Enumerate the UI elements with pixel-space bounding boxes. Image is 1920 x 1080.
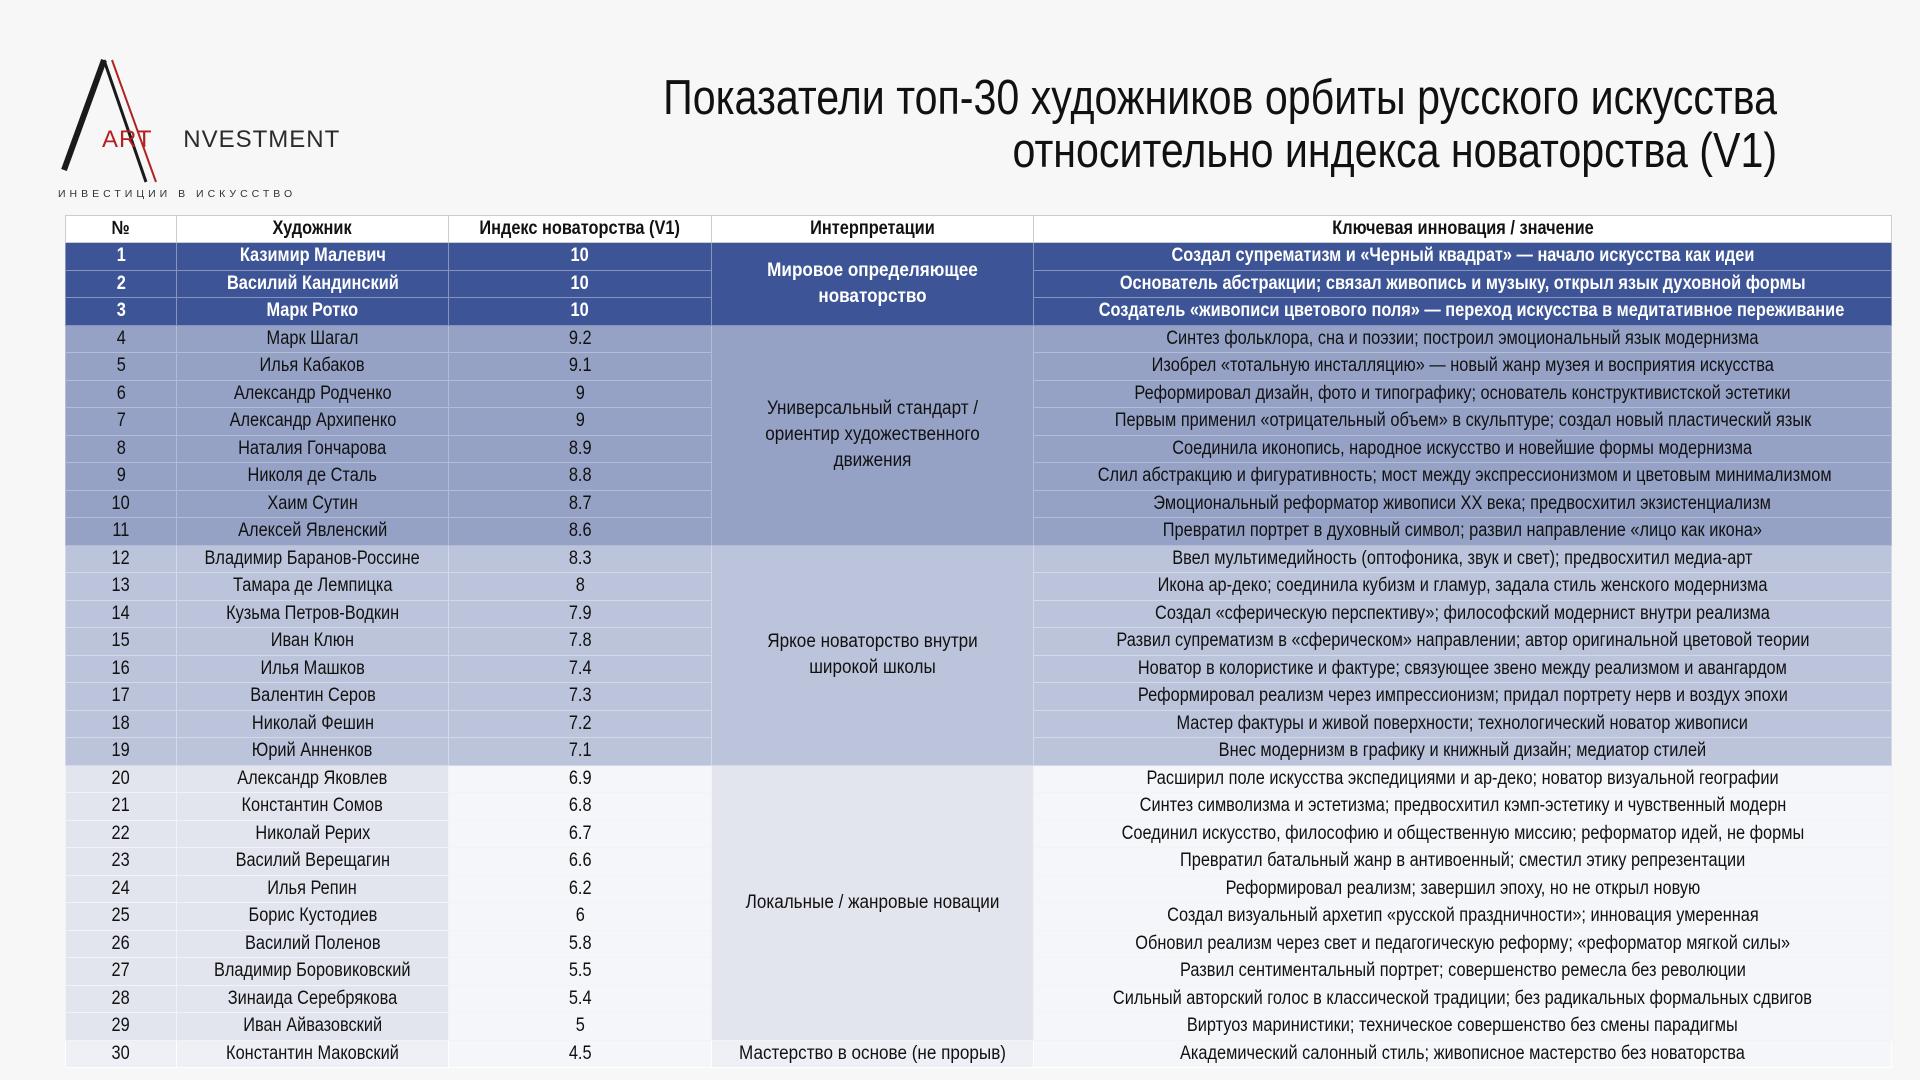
header-number <box>66 216 177 243</box>
artist-name-text: Илья Кабаков <box>260 355 365 377</box>
innovation-index-text: 6 <box>575 905 585 927</box>
innovation-index-text: 7.4 <box>568 657 592 679</box>
row-number <box>66 243 177 271</box>
innovation-index-text: 8.3 <box>568 547 592 569</box>
innovation-index-text: 5 <box>575 1015 585 1037</box>
artist-name <box>177 270 449 298</box>
table-row <box>66 765 1892 793</box>
artist-name <box>177 710 449 738</box>
table-row <box>66 545 1892 573</box>
key-innovation <box>1034 435 1892 463</box>
artist-name-text: Марк Ротко <box>266 300 359 322</box>
interpretation-cell-text: Мировое определяющее новаторство <box>767 259 978 307</box>
innovation-index <box>449 683 712 711</box>
row-number <box>66 463 177 491</box>
header-label: № <box>111 218 131 239</box>
artist-name-text: Кузьма Петров-Водкин <box>225 602 400 624</box>
key-innovation-text: Развил супрематизм в «сферическом» направлении; автор оригинальной цветовой теории <box>1115 630 1810 652</box>
key-innovation-text: Внес модернизм в графику и книжный дизайн; медиатор стилей <box>1218 740 1707 762</box>
innovation-index-text: 8.8 <box>568 465 592 487</box>
innovation-index <box>449 875 712 903</box>
page-title-line-2: относительно индекса новаторства (V1) <box>1012 124 1777 178</box>
key-innovation <box>1034 875 1892 903</box>
row-number-text: 22 <box>111 822 131 844</box>
key-innovation-text: Синтез символизма и эстетизма; предвосхитил кэмп-эстетику и чувственный модерн <box>1139 795 1786 817</box>
artist-name-text: Иван Айвазовский <box>243 1015 382 1037</box>
key-innovation-text: Превратил портрет в духовный символ; развил направление «лицо как икона» <box>1162 520 1763 542</box>
row-number <box>66 518 177 546</box>
artist-name <box>177 903 449 931</box>
row-number-text: 27 <box>111 960 131 982</box>
row-number-text: 19 <box>111 740 131 762</box>
row-number-text: 15 <box>111 630 131 652</box>
row-number <box>66 848 177 876</box>
key-innovation-text: Ввел мультимедийность (оптофоника, звук и свет); предвосхитил медиа-арт <box>1172 547 1753 569</box>
logo-tagline: ИНВЕСТИЦИИ В ИСКУССТВО <box>58 188 297 200</box>
row-number <box>66 325 177 353</box>
artist-name <box>177 408 449 436</box>
table-row <box>66 1040 1892 1068</box>
key-innovation <box>1034 243 1892 271</box>
artist-name <box>177 353 449 381</box>
interpretation-cell-text: Локальные / жанровые новации <box>745 891 1000 913</box>
key-innovation-text: Сильный авторский голос в классической традиции; без радикальных формальных сдвигов <box>1112 987 1813 1009</box>
row-number <box>66 380 177 408</box>
row-number <box>66 875 177 903</box>
interpretation-cell <box>712 325 1034 545</box>
row-number <box>66 738 177 766</box>
innovation-index-text: 10 <box>570 300 590 322</box>
artist-name <box>177 573 449 601</box>
artists-table <box>65 215 1892 1068</box>
key-innovation <box>1034 985 1892 1013</box>
artist-name <box>177 243 449 271</box>
innovation-index <box>449 1013 712 1041</box>
key-innovation-text: Создал супрематизм и «Черный квадрат» — начало искусства как идеи <box>1171 245 1754 267</box>
innovation-index-text: 6.8 <box>568 795 592 817</box>
table-header-row <box>66 216 1892 243</box>
innovation-index-text: 7.1 <box>568 740 592 762</box>
row-number <box>66 408 177 436</box>
key-innovation-text: Развил сентиментальный портрет; совершенство ремесла без революции <box>1179 960 1746 982</box>
innovation-index <box>449 298 712 326</box>
key-innovation-text: Синтез фольклора, сна и поэзии; построил эмоциональный язык модернизма <box>1166 327 1759 349</box>
table-row <box>66 243 1892 271</box>
artist-name-text: Александр Архипенко <box>229 410 396 432</box>
row-number <box>66 1040 177 1068</box>
key-innovation-text: Академический салонный стиль; живописное мастерство без новаторства <box>1180 1042 1745 1064</box>
header-label: Индекс новаторства (V1) <box>479 218 681 239</box>
key-innovation <box>1034 628 1892 656</box>
artist-name <box>177 325 449 353</box>
artist-name-text: Тамара де Лемпицка <box>232 575 393 597</box>
interpretation-cell <box>712 765 1034 1040</box>
key-innovation-text: Икона ар-деко; соединила кубизм и гламур, задала стиль женского модернизма <box>1157 575 1768 597</box>
innovation-index-text: 6.6 <box>568 850 592 872</box>
row-number-text: 20 <box>111 767 131 789</box>
key-innovation-text: Реформировал реализм через импрессионизм; придал портрету нерв и воздух эпохи <box>1137 685 1788 707</box>
interpretation-cell <box>712 1040 1034 1068</box>
artist-name-text: Владимир Баранов-Россине <box>204 547 421 569</box>
innovation-index-text: 9.1 <box>568 355 592 377</box>
artist-name <box>177 298 449 326</box>
interpretation-cell <box>712 243 1034 326</box>
row-number <box>66 793 177 821</box>
row-number <box>66 628 177 656</box>
innovation-index <box>449 958 712 986</box>
row-number <box>66 270 177 298</box>
key-innovation <box>1034 600 1892 628</box>
key-innovation <box>1034 545 1892 573</box>
artist-name <box>177 490 449 518</box>
row-number <box>66 985 177 1013</box>
artist-name-text: Александр Яковлев <box>237 767 388 789</box>
key-innovation <box>1034 848 1892 876</box>
innovation-index <box>449 848 712 876</box>
key-innovation <box>1034 930 1892 958</box>
innovation-index-text: 5.4 <box>568 987 592 1009</box>
table-body <box>66 243 1892 1068</box>
artist-name <box>177 518 449 546</box>
innovation-index-text: 8.7 <box>568 492 592 514</box>
row-number-text: 7 <box>116 410 126 432</box>
row-number-text: 12 <box>111 547 131 569</box>
artist-name-text: Казимир Малевич <box>239 245 386 267</box>
artist-name <box>177 1013 449 1041</box>
artist-name-text: Хаим Сутин <box>267 492 358 514</box>
artist-name-text: Илья Машков <box>260 657 365 679</box>
key-innovation-text: Реформировал дизайн, фото и типографику; основатель конструктивистской эстетики <box>1134 382 1791 404</box>
key-innovation <box>1034 463 1892 491</box>
innovation-index <box>449 820 712 848</box>
key-innovation <box>1034 298 1892 326</box>
artist-name-text: Зинаида Серебрякова <box>227 987 398 1009</box>
artist-name-text: Константин Сомов <box>241 795 384 817</box>
artist-name <box>177 463 449 491</box>
artist-name <box>177 435 449 463</box>
artist-name-text: Юрий Анненков <box>252 740 373 762</box>
artist-name <box>177 655 449 683</box>
row-number-text: 25 <box>111 905 131 927</box>
innovation-index-text: 6.9 <box>568 767 592 789</box>
key-innovation <box>1034 903 1892 931</box>
key-innovation-text: Изобрел «тотальную инсталляцию» — новый жанр музея и восприятия искусства <box>1151 355 1774 377</box>
header-innovation <box>1034 216 1892 243</box>
innovation-index <box>449 600 712 628</box>
row-number-text: 30 <box>111 1042 131 1064</box>
innovation-index-text: 8 <box>575 575 585 597</box>
artist-name <box>177 683 449 711</box>
key-innovation <box>1034 958 1892 986</box>
key-innovation-text: Виртуоз маринистики; техническое совершенство без смены парадигмы <box>1187 1015 1738 1037</box>
page-title <box>663 72 1777 178</box>
artist-name-text: Борис Кустодиев <box>248 905 377 927</box>
artist-name-text: Валентин Серов <box>249 685 376 707</box>
row-number <box>66 903 177 931</box>
key-innovation <box>1034 518 1892 546</box>
key-innovation <box>1034 655 1892 683</box>
row-number-text: 28 <box>111 987 131 1009</box>
row-number <box>66 655 177 683</box>
table-row <box>66 325 1892 353</box>
innovation-index-text: 4.5 <box>568 1042 592 1064</box>
row-number-text: 4 <box>116 327 126 349</box>
artist-name <box>177 848 449 876</box>
artist-name-text: Константин Маковский <box>226 1042 399 1064</box>
row-number-text: 10 <box>111 492 131 514</box>
innovation-index-text: 5.5 <box>568 960 592 982</box>
innovation-index <box>449 655 712 683</box>
header-label: Интерпретации <box>810 218 935 239</box>
key-innovation-text: Обновил реализм через свет и педагогическую реформу; «реформатор мягкой силы» <box>1135 932 1790 954</box>
row-number-text: 18 <box>111 712 131 734</box>
key-innovation <box>1034 270 1892 298</box>
header-label: Художник <box>272 218 353 239</box>
row-number-text: 16 <box>111 657 131 679</box>
row-number <box>66 298 177 326</box>
innovation-index <box>449 490 712 518</box>
interpretation-cell-text: Яркое новаторство внутри широкой школы <box>767 631 978 678</box>
innovation-index <box>449 380 712 408</box>
innovation-index <box>449 408 712 436</box>
artist-name <box>177 930 449 958</box>
innovation-index-text: 9 <box>575 382 585 404</box>
artist-name-text: Василий Верещагин <box>235 850 390 872</box>
artist-name-text: Алексей Явленский <box>237 520 388 542</box>
key-innovation <box>1034 1013 1892 1041</box>
innovation-index <box>449 765 712 793</box>
key-innovation <box>1034 820 1892 848</box>
key-innovation-text: Слил абстракцию и фигуративность; мост между экспрессионизмом и цветовым минимализмом <box>1097 465 1832 487</box>
row-number <box>66 930 177 958</box>
innovation-index-text: 7.3 <box>568 685 592 707</box>
row-number <box>66 353 177 381</box>
header-label: Ключевая инновация / значение <box>1331 218 1594 239</box>
key-innovation-text: Превратил батальный жанр в антивоенный; сместил этику репрезентации <box>1179 850 1746 872</box>
row-number-text: 8 <box>116 437 126 459</box>
row-number-text: 17 <box>111 685 131 707</box>
row-number <box>66 1013 177 1041</box>
key-innovation <box>1034 1040 1892 1068</box>
key-innovation <box>1034 573 1892 601</box>
artist-name <box>177 765 449 793</box>
key-innovation-text: Основатель абстракции; связал живопись и музыку, открыл язык духовной формы <box>1119 272 1806 294</box>
key-innovation-text: Создал «сферическую перспективу»; философский модернист внутри реализма <box>1155 602 1770 624</box>
artist-name <box>177 628 449 656</box>
interpretation-cell-text: Универсальный стандарт / ориентир художественного движения <box>765 398 980 471</box>
row-number <box>66 573 177 601</box>
row-number <box>66 765 177 793</box>
key-innovation <box>1034 380 1892 408</box>
artist-name-text: Наталия Гончарова <box>238 437 387 459</box>
artist-name <box>177 545 449 573</box>
row-number <box>66 490 177 518</box>
key-innovation <box>1034 490 1892 518</box>
key-innovation-text: Создал визуальный архетип «русской праздничности»; инновация умеренная <box>1166 905 1759 927</box>
artist-name-text: Владимир Боровиковский <box>214 960 411 982</box>
key-innovation-text: Создатель «живописи цветового поля» — переход искусства в медитативное переживание <box>1098 300 1845 322</box>
innovation-index-text: 10 <box>570 245 590 267</box>
key-innovation <box>1034 793 1892 821</box>
artist-name <box>177 600 449 628</box>
row-number-text: 13 <box>111 575 131 597</box>
innovation-index <box>449 738 712 766</box>
innovation-index-text: 8.9 <box>568 437 592 459</box>
row-number-text: 1 <box>116 245 126 267</box>
page-title-line-1: Показатели топ-30 художников орбиты русского искусства <box>663 71 1777 125</box>
artist-name <box>177 958 449 986</box>
row-number <box>66 710 177 738</box>
innovation-index <box>449 628 712 656</box>
innovation-index <box>449 435 712 463</box>
key-innovation-text: Соединила иконопись, народное искусство и новейшие формы модернизма <box>1172 437 1753 459</box>
row-number-text: 5 <box>116 355 126 377</box>
artist-name-text: Николай Фешин <box>251 712 374 734</box>
row-number-text: 3 <box>116 300 126 322</box>
innovation-index-text: 10 <box>570 272 590 294</box>
artist-name <box>177 1040 449 1068</box>
innovation-index-text: 9.2 <box>568 327 592 349</box>
artist-name <box>177 793 449 821</box>
row-number-text: 26 <box>111 932 131 954</box>
innovation-index <box>449 710 712 738</box>
key-innovation-text: Первым применил «отрицательный объем» в скульптуре; создал новый пластический язык <box>1114 410 1811 432</box>
header-artist <box>177 216 449 243</box>
row-number-text: 24 <box>111 877 131 899</box>
logo-brand-name: ART NVESTMENT <box>102 126 341 153</box>
innovation-index <box>449 903 712 931</box>
innovation-index-text: 7.8 <box>568 630 592 652</box>
row-number <box>66 958 177 986</box>
header-interpretation <box>712 216 1034 243</box>
key-innovation <box>1034 408 1892 436</box>
innovation-index <box>449 353 712 381</box>
key-innovation-text: Мастер фактуры и живой поверхности; технологический новатор живописи <box>1176 712 1749 734</box>
innovation-index <box>449 985 712 1013</box>
artist-name <box>177 820 449 848</box>
artist-name-text: Василий Поленов <box>244 932 381 954</box>
artist-name <box>177 875 449 903</box>
artist-name-text: Василий Кандинский <box>226 272 399 294</box>
key-innovation-text: Новатор в колористике и фактуре; связующее звено между реализмом и авангардом <box>1137 657 1788 679</box>
innovation-index-text: 6.2 <box>568 877 592 899</box>
row-number <box>66 600 177 628</box>
row-number <box>66 683 177 711</box>
innovation-index <box>449 463 712 491</box>
artist-name <box>177 738 449 766</box>
interpretation-cell-text: Мастерство в основе (не прорыв) <box>739 1042 1006 1064</box>
row-number-text: 6 <box>116 382 126 404</box>
innovation-index-text: 5.8 <box>568 932 592 954</box>
key-innovation-text: Соединил искусство, философию и общественную миссию; реформатор идей, не формы <box>1121 822 1804 844</box>
brand-logo <box>56 52 341 202</box>
artist-name-text: Иван Клюн <box>270 630 355 652</box>
key-innovation-text: Расширил поле искусства экспедициями и ар-деко; новатор визуальной географии <box>1146 767 1779 789</box>
artist-name <box>177 985 449 1013</box>
header-index <box>449 216 712 243</box>
innovation-index-text: 7.2 <box>568 712 592 734</box>
interpretation-cell <box>712 545 1034 765</box>
artist-name-text: Николай Рерих <box>255 822 370 844</box>
innovation-index <box>449 930 712 958</box>
innovation-index <box>449 1040 712 1068</box>
key-innovation <box>1034 683 1892 711</box>
key-innovation <box>1034 765 1892 793</box>
artist-name <box>177 380 449 408</box>
innovation-index-text: 7.9 <box>568 602 592 624</box>
row-number-text: 21 <box>111 795 131 817</box>
innovation-index-text: 8.6 <box>568 520 592 542</box>
artist-name-text: Илья Репин <box>267 877 358 899</box>
row-number <box>66 435 177 463</box>
key-innovation-text: Эмоциональный реформатор живописи XX века; предвосхитил экзистенциализм <box>1153 492 1772 514</box>
key-innovation <box>1034 353 1892 381</box>
artist-name-text: Марк Шагал <box>266 327 359 349</box>
key-innovation-text: Реформировал реализм; завершил эпоху, но не открыл новую <box>1225 877 1700 899</box>
innovation-index <box>449 325 712 353</box>
innovation-index <box>449 270 712 298</box>
innovation-index <box>449 243 712 271</box>
key-innovation <box>1034 710 1892 738</box>
innovation-index <box>449 573 712 601</box>
row-number-text: 9 <box>116 465 126 487</box>
row-number <box>66 820 177 848</box>
innovation-index-text: 6.7 <box>568 822 592 844</box>
row-number-text: 11 <box>112 520 130 542</box>
row-number-text: 14 <box>111 602 131 624</box>
artist-name-text: Николя де Сталь <box>247 465 378 487</box>
row-number-text: 29 <box>111 1015 131 1037</box>
innovation-index <box>449 518 712 546</box>
key-innovation <box>1034 738 1892 766</box>
row-number <box>66 545 177 573</box>
artist-name-text: Александр Родченко <box>233 382 392 404</box>
row-number-text: 23 <box>111 850 131 872</box>
innovation-index-text: 9 <box>575 410 585 432</box>
row-number-text: 2 <box>116 272 126 294</box>
innovation-index <box>449 793 712 821</box>
innovation-index <box>449 545 712 573</box>
key-innovation <box>1034 325 1892 353</box>
